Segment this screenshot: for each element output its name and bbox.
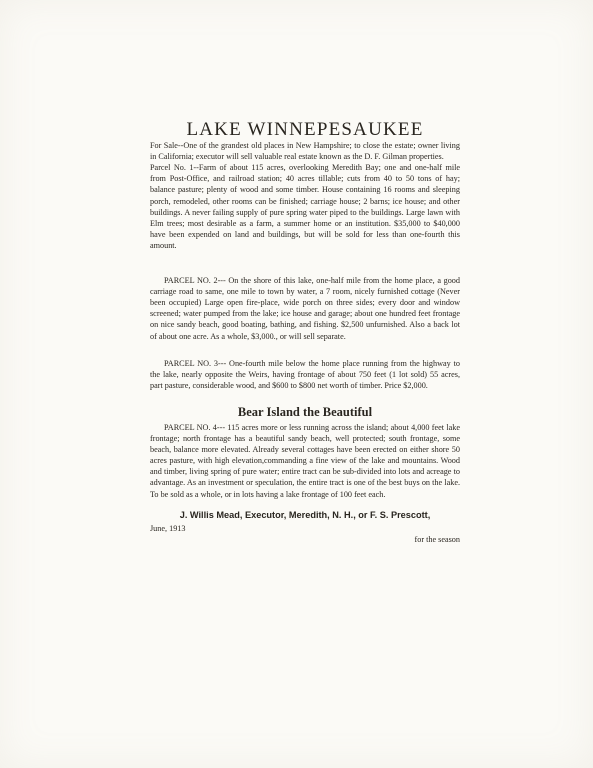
- parcel-3-paragraph: PARCEL NO. 3--- One-fourth mile below the home place running from the highway to the lake, nearly opposite the Weirs, having frontage of about 750 feet (1 lot sold) 55 acres, part pasture, considerable wood, and $600 to $800 net worth of timber. Price $2,000.: [150, 358, 460, 390]
- section-subtitle: Bear Island the Beautiful: [237, 404, 373, 419]
- spacer: [150, 342, 460, 358]
- spacer: [150, 251, 460, 275]
- signature-line: J. Willis Mead, Executor, Meredith, N. H., or F. S. Prescott,: [179, 509, 431, 520]
- parcel-4-paragraph: PARCEL NO. 4--- 115 acres more or less running across the island; about 4,000 feet lake frontage; north frontage has a beautiful sandy beach, well protected; south frontage, some beach, balance more elevated. Already several cottages have been erected on either shore 50 acres pasture, with high elevation,commanding a fine view of the lake and mountains. Wood and timber, living spring of pure water; entire tract can be sub-divided into lots and acreage to advantage. As an investment or speculation, the entire tract is one of the best buys on the lake. To be sold as a whole, or in lots having a lake frontage of 100 feet each.: [150, 422, 460, 499]
- parcel-2-paragraph: PARCEL NO. 2--- On the shore of this lake, one-half mile from the home place, a good carriage road to same, one mile to town by water, a 7 room, nicely furnished cottage (Never been occupied) Large open fire-place, wide porch on three sides; every door and window screened; water pumped from the lake; ice house and garage; about one hundred feet frontage on nice sandy beach, good boating, bathing, and fishing. $2,500 unfurnished. Also a back lot of about one acre. As a whole, $3,000., or will sell separate.: [150, 276, 460, 341]
- footer-row: [150, 523, 460, 545]
- date-text: June, 1913: [150, 523, 186, 533]
- intro-paragraph: For Sale--One of the grandest old places in New Hampshire; to close the estate; owner living in California; executor will sell valuable real estate known as the D. F. Gilman properties.: [150, 141, 460, 162]
- document-body: [150, 119, 460, 545]
- parcel-1-paragraph: Parcel No. 1--Farm of about 115 acres, overlooking Meredith Bay; one and one-half mile from Post-Office, and railroad station; 40 acres tillable; cuts from 40 to 50 tons of hay; balance pasture; plenty of wood and some timber. House containing 16 rooms and sleeping porch, remodeled, other rooms can be finished; carriage house; 2 barns; ice house; and other buildings. A never failing supply of pure spring water piped to the buildings. Large lawn with Elm trees; most desirable as a farm, a summer home or an institution. $35,000 to $40,000 have been expended on land and buildings, but will be sold for less than one-fourth this amount.: [150, 163, 460, 250]
- document-title: LAKE WINNEPESAUKEE: [186, 119, 424, 140]
- season-text: for the season: [414, 534, 460, 544]
